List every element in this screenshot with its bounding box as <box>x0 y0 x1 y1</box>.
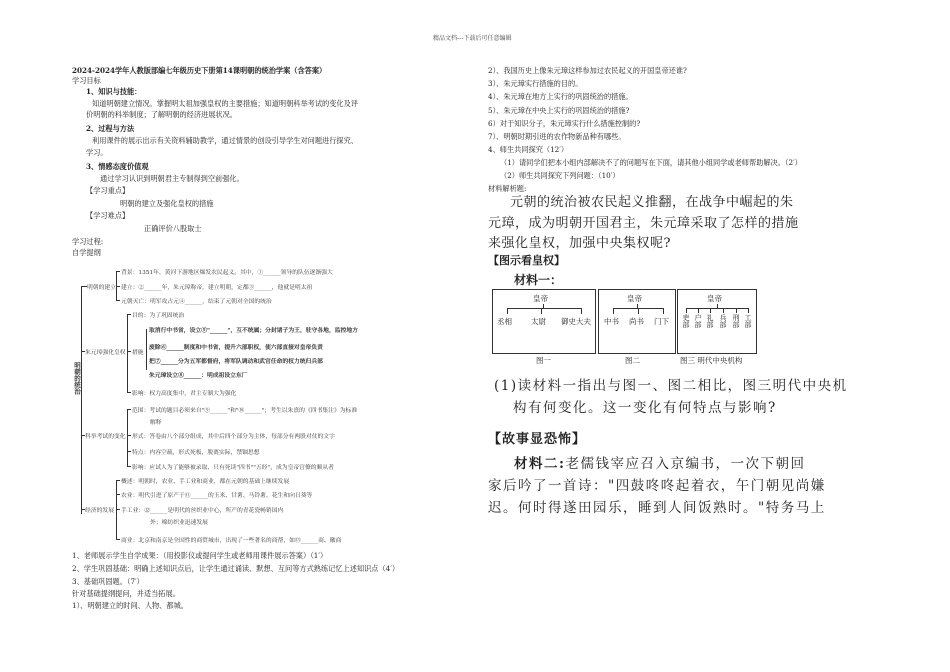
question-6: 6）对于知识分子，朱元璋实行什么措施控制的? <box>488 119 641 128</box>
fig3-emperor: 皇帝 <box>707 294 722 303</box>
exam-form: 形式：答卷由八个部分组成，其中后四个部分为主体，每部分有两股对仗的文字 <box>132 434 335 440</box>
material-2-text-1: 老儒钱宰应召入京编书，一次下朝回 <box>565 456 806 472</box>
fig2-caption: 图二 <box>625 356 640 365</box>
question-5: 5）、朱元璋在中央上实行的巩固统治的措施? <box>488 106 630 115</box>
power-measure-1: 取消行中书省，设立⑤"______"，互不统属；分封诸子为王，驻守各地，监控地方 <box>149 328 358 334</box>
question-3: 3）、朱元璋实行措施的目的。 <box>488 79 583 88</box>
exam-feature: 特点：内容空疏，形式死板，脱离实际，禁锢思想 <box>132 450 260 456</box>
step-3-note: 针对基础提纲提问，并适当拓展。 <box>72 589 180 598</box>
explore-item-1: （1）请同学们把本小组内部解决不了的问题写在下面，请其他小组同学或老师帮助解决。（2′） <box>500 158 802 167</box>
material-2-line-1 <box>514 452 805 472</box>
step-1: 1、老师展示学生自学成果：（用投影仪或提问学生或老师用课件展示答案）（1′） <box>72 551 328 560</box>
power-purpose: 目的：为了巩固统治 <box>132 313 185 319</box>
exam-scope-cont: 解释 <box>150 420 162 426</box>
power-measure-3: 把⑦______分为五军都督府，将军队调动和武官任命的权力统归兵部 <box>149 359 323 365</box>
step-2: 2、学生巩固基础：明确上述知识点后，让学生通过诵读、默想、互问等方式熟练记忆上述知识点（4′） <box>72 564 400 573</box>
org-chart-2 <box>598 289 676 354</box>
fig1-censor: 御史大夫 <box>561 317 591 326</box>
goal-knowledge-heading: 1、知识与技能： <box>86 87 142 96</box>
question-material-1-b: 构有何变化。这一变化有何特点与影响? <box>513 400 777 416</box>
economy-commerce: 商业：北京和南京是全国性的商贸城市，出现了一些著名的商帮，如⑬______商、徽商 <box>121 538 342 544</box>
goal-process-text-2: 学习。 <box>86 148 108 157</box>
step-3: 3、基础巩固题。（7′） <box>72 577 144 586</box>
analysis-heading: 材料解析题: <box>488 184 527 193</box>
fig3-li: 吏部 <box>682 314 690 328</box>
founding-yuan-fall: 元朝灭亡：明军攻占元④______，结束了元朝对全国的统治 <box>121 299 272 305</box>
question-2: 2）、我国历史上像朱元璋这样参加过农民起义的开国皇帝还谁? <box>488 66 687 75</box>
tree-root: 明朝的统治 <box>73 362 81 395</box>
founding-background: 背景：1351年，黄河下游地区爆发农民起义。其中，①______领导的队伍逐渐强大 <box>121 270 333 276</box>
exam-impact: 影响：应试人为了能够被录取，只有死读"四书""五经"，成为皇帝官僚的顺从者 <box>132 465 334 471</box>
fig3-justice: 刑部 <box>732 314 740 328</box>
key-points-text: 明朝的建立及强化皇权的措施 <box>120 199 214 208</box>
fig2-menxia: 门下 <box>654 317 669 326</box>
branch-economy: 经济的发展 <box>85 508 114 514</box>
intro-line-3: 来强化皇权，加强中央集权呢? <box>488 236 671 251</box>
org-chart-1 <box>492 289 596 354</box>
fig3-caption: 图三 明代中央机构 <box>680 356 743 365</box>
material-2-line-3: 迟。何时得遂田园乐，睡到人间饭熟时。"特务马上 <box>488 500 826 516</box>
fig2-zhongshu: 中书 <box>604 317 619 326</box>
fig3-war: 兵部 <box>719 314 727 328</box>
fig1-taiwei: 太尉 <box>531 317 546 326</box>
goal-knowledge-text-2: 价明朝的科举制度；了解明朝的经济进展状况。 <box>86 110 237 119</box>
explore-item-2: （2）师生共同探究下列问题：（10′） <box>500 171 620 180</box>
question-7: 7）、明朝时期引进的农作物新品种有哪些。 <box>488 132 626 141</box>
question-material-1-a: (1)读材料一指出与图一、图二相比，图三明代中央机 <box>494 378 848 394</box>
process-heading: 学习过程: <box>72 237 104 246</box>
difficulty-label: 【学习难点】 <box>86 211 130 220</box>
economy-handicraft-cont: 外；棉纺织业迅速发展 <box>150 520 208 526</box>
self-study-heading: 自学提纲 <box>72 248 101 257</box>
material-1-label: 材料一： <box>514 273 563 287</box>
branch-power: 朱元璋强化皇权 <box>85 350 126 356</box>
goal-process-heading: 2、过程与方法 <box>86 124 135 133</box>
goal-attitude-text: 通过学习认识到明朝君主专制得到空前强化。 <box>100 174 244 183</box>
section-story-heading: 【故事显恐怖】 <box>488 432 587 447</box>
section-diagram-heading: 【图示看皇权】 <box>488 254 565 267</box>
question-1: 1）、明朝建立的时间、人物、都城。 <box>72 601 188 610</box>
power-measure-2: 废除⑥______制度和中书省，提升六部职权，使六部直接对皇帝负责 <box>149 345 323 351</box>
material-2-line-2: 家后吟了一首诗："四鼓咚咚起着衣，午门朝见尚嫌 <box>488 478 826 494</box>
exam-scope: 范围：考试的题目必须来自"⑨______"和"⑩______"；考生以朱熹的《四书集注》为标准 <box>132 408 358 414</box>
question-4: 4）、朱元璋在地方上实行的巩固统治的措施。 <box>488 92 633 101</box>
power-impact: 影响：权力高度集中，君主专制大为强化 <box>132 391 237 397</box>
fig1-caption: 图一 <box>536 356 551 365</box>
economy-handicraft: 手工业：⑫______是明代的丝织业中心，所产的青花瓷畅销国内 <box>121 508 284 514</box>
key-points-label: 【学习重点】 <box>86 186 130 195</box>
fig1-emperor: 皇帝 <box>533 294 548 303</box>
page-header: 精品文档---下载后可任意编辑 <box>433 35 512 42</box>
founding-establish: 建立：②______年，朱元璋称帝，建立明朝，定都③______，他就是明太祖 <box>121 285 313 291</box>
org-chart-3 <box>677 289 757 354</box>
fig1-chancellor: 丞相 <box>497 317 512 326</box>
fig3-works: 工部 <box>744 314 752 328</box>
study-goal-heading: 学习目标 <box>72 76 101 85</box>
goal-process-text-1: 利用课件的展示出示有关资料辅助教学，通过情景的创设引导学生对问题进行探究、 <box>92 136 358 145</box>
goal-knowledge-text-1: 知道明朝建立情况。掌握明太祖加强皇权的主要措施；知道明朝科举考试的变化及评 <box>92 99 358 108</box>
fig2-shangshu: 尚书 <box>629 317 644 326</box>
branch-exam: 科举考试的变化 <box>85 434 126 440</box>
power-measure-4: 朱元璋设立⑧______：明成祖设立东厂 <box>149 373 248 379</box>
difficulty-text: 正确评价八股取士 <box>144 224 202 233</box>
intro-line-2: 元璋，成为明朝开国君主，朱元璋采取了怎样的措施 <box>488 216 799 231</box>
explore-heading: 4、师生共同探究（12′） <box>488 145 569 154</box>
intro-line-1: 元朝的统治被农民起义推翻，在战争中崛起的朱 <box>510 195 794 210</box>
power-measures-label: 措施 <box>132 350 144 356</box>
fig3-hu: 户部 <box>694 314 702 328</box>
branch-founding: 明朝的建立 <box>87 285 116 291</box>
economy-agriculture: 农业：明代引进了原产于⑪______的玉米、甘薯、马铃薯、花生和向日葵等 <box>121 493 313 499</box>
doc-title: 2024-2024学年人教版部编七年级历史下册第14课明朝的统治学案（含答案） <box>72 66 327 75</box>
economy-overview: 概述：明朝时，农业、手工业和商业，都在元朝的基础上继续发展 <box>121 479 290 485</box>
goal-attitude-heading: 3、情感态度价值观 <box>86 162 149 171</box>
fig3-rites: 礼部 <box>706 314 714 328</box>
material-2-label: 材料二: <box>514 456 566 472</box>
fig2-emperor: 皇帝 <box>627 294 642 303</box>
